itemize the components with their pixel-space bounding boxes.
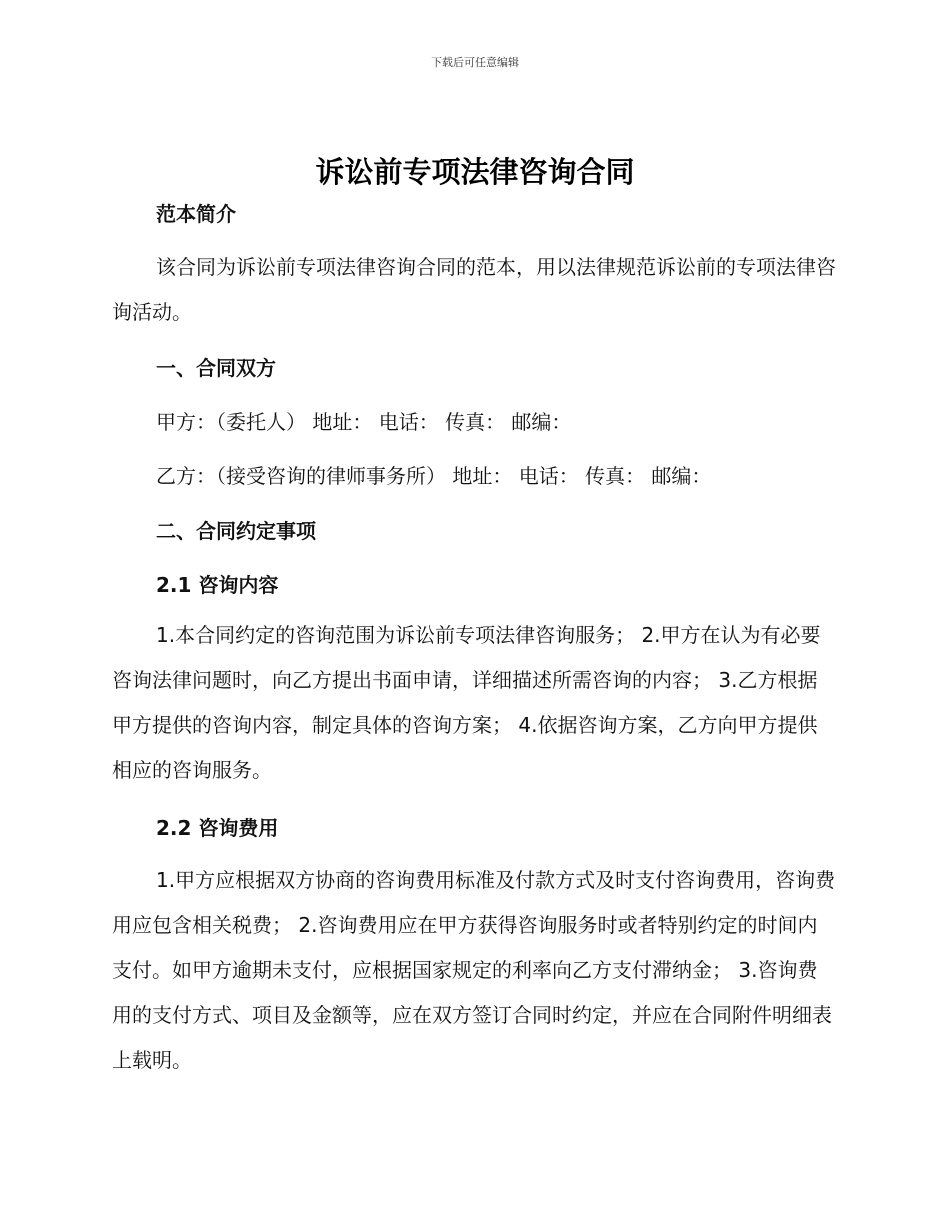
parties-heading: 一、合同双方 (156, 356, 276, 380)
intro-heading: 范本简介 (156, 202, 236, 226)
intro-paragraph: 该合同为诉讼前专项法律咨询合同的范本，用以法律规范诉讼前的专项法律咨询活动。 (112, 255, 836, 324)
document-title: 诉讼前专项法律咨询合同 (315, 155, 635, 189)
fee-heading: 2.2 咨询费用 (156, 816, 279, 840)
fee-paragraph: 1.甲方应根据双方协商的咨询费用标准及付款方式及时支付咨询费用，咨询费用应包含相关税费； 2.咨询费用应在甲方获得咨询服务时或者特别约定的时间内支付。如甲方逾期未支付，应根据国家规定的利率向乙方支付滞纳金； 3.咨询费用的支付方式、项目及金额等，应在双方签订合同时约定，并应在合同附件明细表上载明。 (112, 868, 836, 1072)
party-b-line: 乙方：（接受咨询的律师事务所） 地址： 电话： 传真： 邮编： (156, 464, 712, 488)
content-paragraph: 1.本合同约定的咨询范围为诉讼前专项法律咨询服务； 2.甲方在认为有必要咨询法律问题时，向乙方提出书面申请，详细描述所需咨询的内容； 3.乙方根据甲方提供的咨询内容，制定具体的咨询方案； 4.依据咨询方案，乙方向甲方提供相应的咨询服务。 (112, 623, 821, 782)
content-heading: 2.1 咨询内容 (156, 573, 279, 597)
terms-heading: 二、合同约定事项 (156, 519, 316, 543)
header-note: 下载后可任意编辑 (431, 56, 519, 69)
party-a-line: 甲方：（委托人） 地址： 电话： 传真： 邮编： (156, 410, 572, 434)
